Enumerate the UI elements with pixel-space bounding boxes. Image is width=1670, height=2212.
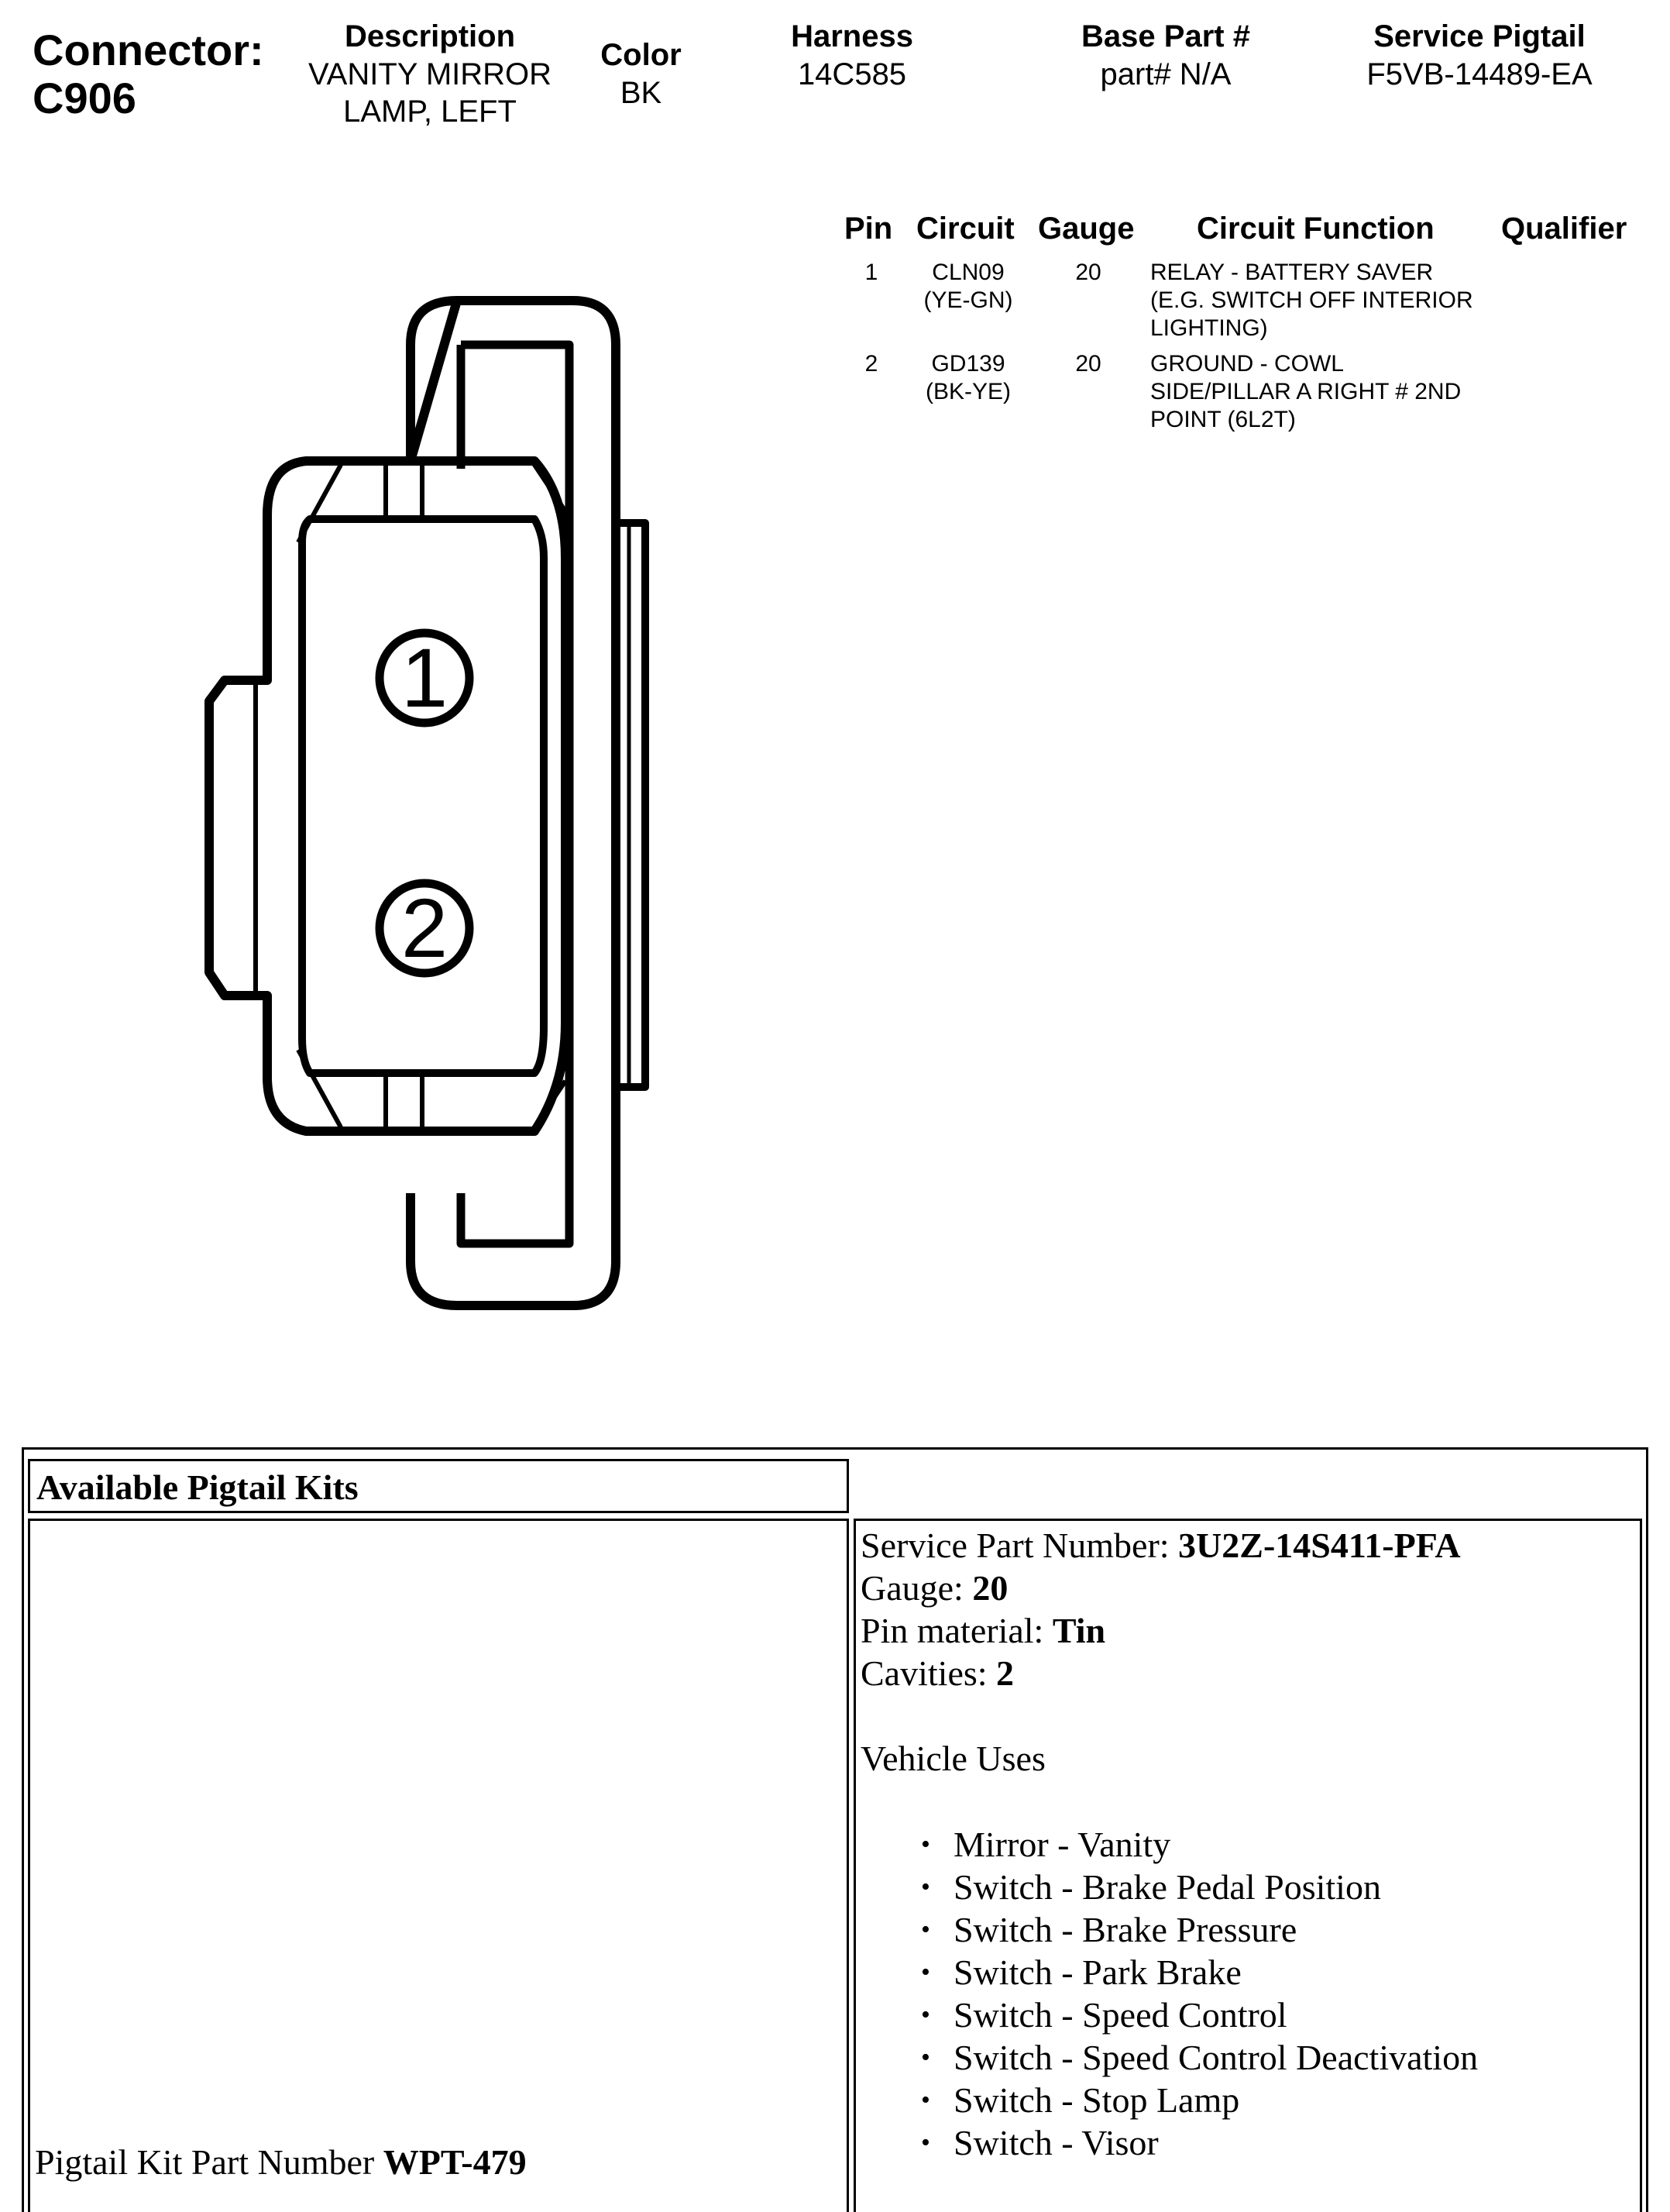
pin-material xyxy=(861,1609,1478,1652)
cavities-value: 2 xyxy=(996,1653,1015,1693)
cavities xyxy=(861,1652,1478,1694)
circuit-code: CLN09 xyxy=(932,260,1005,285)
connector-face xyxy=(302,519,544,1073)
list-item: • Switch - Speed Control Deactivation xyxy=(861,2036,1478,2079)
list-item: • Switch - Brake Pressure xyxy=(861,1908,1478,1951)
header-label: Base Part # xyxy=(1081,19,1250,53)
header-value: 14C585 xyxy=(797,57,907,91)
header-value: VANITY MIRROR xyxy=(308,57,552,91)
function-cell xyxy=(1150,259,1522,342)
service-part-value: 3U2Z-14S411-PFA xyxy=(1178,1526,1461,1565)
kit-part-number xyxy=(35,2141,527,2183)
header-label: Harness xyxy=(791,19,913,53)
housing-outline xyxy=(411,301,616,1306)
function-col-header: Circuit Function xyxy=(1197,212,1435,246)
vehicle-uses-list xyxy=(861,1823,1478,2164)
connector-body xyxy=(209,461,565,1131)
pin-number: 2 xyxy=(864,351,878,377)
cavities-label: Cavities: xyxy=(861,1653,997,1693)
header-description xyxy=(290,17,569,130)
connector-diagram xyxy=(198,294,662,1317)
pigtail-kits-header xyxy=(28,1459,849,1513)
function-cell xyxy=(1150,350,1522,434)
connector-label: Connector: xyxy=(33,26,264,74)
latch-tab xyxy=(256,680,267,996)
header-value: BK xyxy=(620,76,662,110)
pin-number: 1 xyxy=(864,260,878,285)
circuit-col-header: Circuit xyxy=(916,212,1015,246)
connector-id: C906 xyxy=(33,74,136,122)
list-item: • Switch - Stop Lamp xyxy=(861,2079,1478,2121)
gauge-cell: 20 xyxy=(1075,351,1101,377)
function-line: (E.G. SWITCH OFF INTERIOR xyxy=(1150,287,1473,313)
pigtail-kits-title: Available Pigtail Kits xyxy=(36,1467,359,1507)
kit-part-value: WPT-479 xyxy=(383,2142,527,2182)
kit-gauge-value: 20 xyxy=(972,1568,1009,1608)
header-label: Color xyxy=(600,38,682,72)
function-line: LIGHTING) xyxy=(1150,315,1268,341)
list-item: • Switch - Park Brake xyxy=(861,1951,1478,1994)
circuit-code: GD139 xyxy=(931,351,1005,377)
circuit-cell xyxy=(906,350,1030,406)
vehicle-uses-label: Vehicle Uses xyxy=(861,1739,1046,1778)
kit-part-label: Pigtail Kit Part Number xyxy=(35,2142,383,2182)
kit-left-cell xyxy=(28,1519,849,2212)
service-part-label: Service Part Number: xyxy=(861,1526,1179,1565)
pin-2-label: 2 xyxy=(400,881,448,975)
header-label: Service Pigtail xyxy=(1373,19,1586,53)
list-item: • Switch - Visor xyxy=(861,2121,1478,2164)
header-color xyxy=(573,36,709,112)
kit-info xyxy=(861,1524,1478,2164)
kit-right-cell xyxy=(854,1519,1642,2212)
pin-material-value: Tin xyxy=(1052,1611,1106,1650)
header-value: LAMP, LEFT xyxy=(343,95,517,129)
function-line: SIDE/PILLAR A RIGHT # 2ND xyxy=(1150,379,1462,404)
circuit-cell xyxy=(906,259,1030,315)
function-line: RELAY - BATTERY SAVER xyxy=(1150,260,1434,285)
header-value: F5VB-14489-EA xyxy=(1366,57,1593,91)
header-service-pigtail xyxy=(1340,17,1619,93)
header-value: part# N/A xyxy=(1100,57,1232,91)
list-item: • Switch - Brake Pedal Position xyxy=(861,1866,1478,1908)
pin-col-header: Pin xyxy=(844,212,893,246)
list-item: • Mirror - Vanity xyxy=(861,1823,1478,1866)
connector-title xyxy=(33,26,264,122)
gauge-cell: 20 xyxy=(1075,260,1101,285)
function-line: GROUND - COWL xyxy=(1150,351,1344,377)
pin-1-label: 1 xyxy=(400,631,448,724)
pin-material-label: Pin material: xyxy=(861,1611,1053,1650)
function-line: POINT (6L2T) xyxy=(1150,407,1296,432)
kit-gauge xyxy=(861,1567,1478,1609)
service-part-number xyxy=(861,1524,1478,1567)
list-item: • Switch - Speed Control xyxy=(861,1994,1478,2036)
header-label: Description xyxy=(344,19,516,53)
header-base-part xyxy=(1038,17,1294,93)
kit-gauge-label: Gauge: xyxy=(861,1568,973,1608)
qualifier-col-header: Qualifier xyxy=(1501,212,1627,246)
circuit-color: (BK-YE) xyxy=(925,379,1011,404)
circuit-color: (YE-GN) xyxy=(923,287,1013,313)
housing-slot xyxy=(461,345,569,1244)
gauge-col-header: Gauge xyxy=(1038,212,1135,246)
header-harness xyxy=(740,17,964,93)
